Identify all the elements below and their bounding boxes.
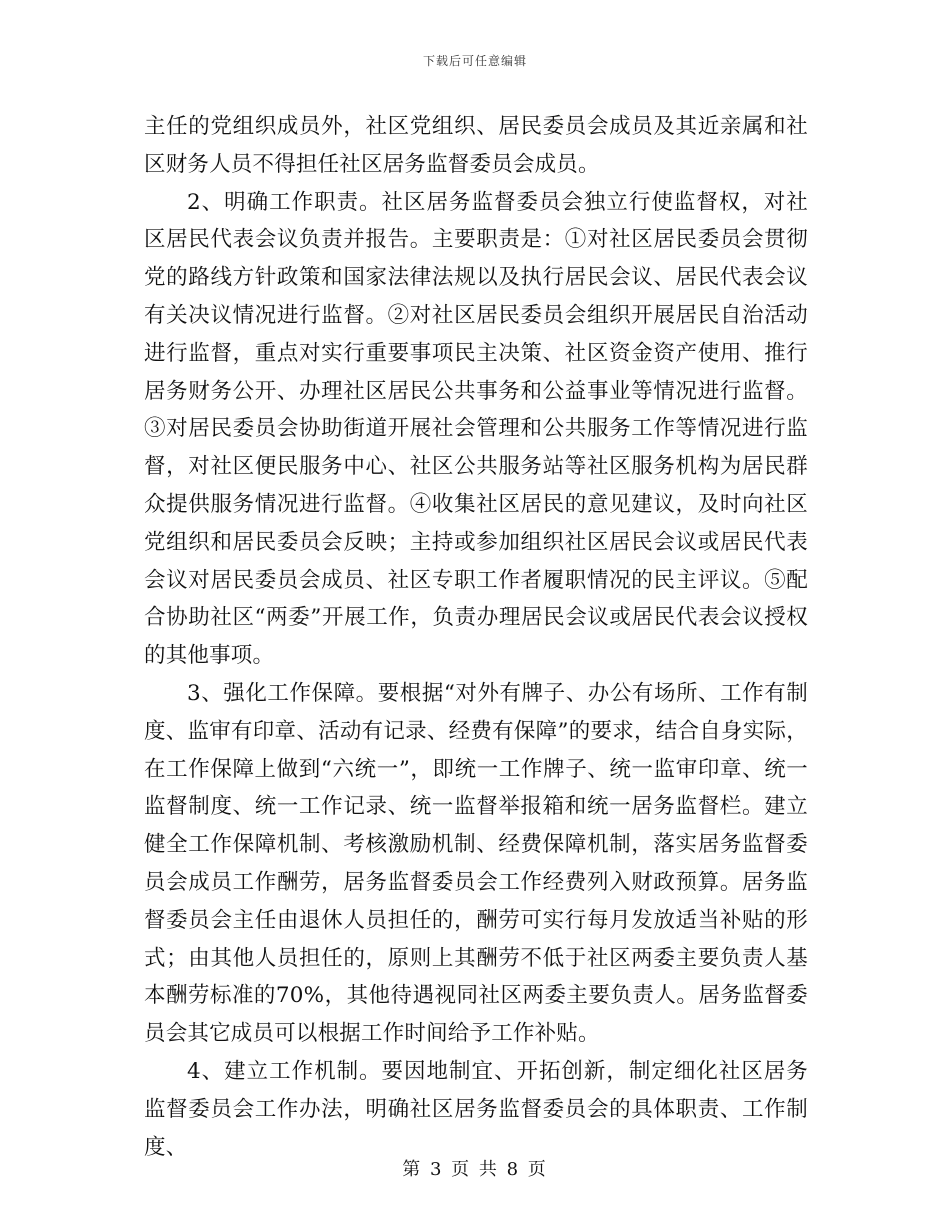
paragraph-work-duties: 2、明确工作职责。社区居务监督委员会独立行使监督权，对社区居民代表会议负责并报告。主要职责是：①对社区居民委员会贯彻党的路线方针政策和国家法律法规以及执行居民会议、居民代表会议有关决议情况进行监督。②对社区居民委员会组织开展居民自治活动进行监督，重点对实行重要事项民主决策、社区资金资产使用、推行居务财务公开、办理社区居民公共事务和公益事业等情况进行监督。③对居民委员会协助街道开展社会管理和公共服务工作等情况进行监督，对社区便民服务中心、社区公共服务站等社区服务机构为居民群众提供服务情况进行监督。④收集社区居民的意见建议，及时向社区党组织和居民委员会反映；主持或参加组织社区居民会议或居民代表会议对居民委员会成员、社区专职工作者履职情况的民主评议。⑤配合协助社区“两委”开展工作，负责办理居民会议或居民代表会议授权的其他事项。 — [144, 189, 808, 669]
document-body — [144, 108, 808, 1166]
paragraph-work-guarantee: 3、强化工作保障。要根据“对外有牌子、办公有场所、工作有制度、监审有印章、活动有记录、经费有保障”的要求，结合自身实际，在工作保障上做到“六统一”，即统一工作牌子、统一监审印章、统一监督制度、统一工作记录、统一监督举报箱和统一居务监督栏。建立健全工作保障机制、考核激励机制、经费保障机制，落实居务监督委员会成员工作酬劳，居务监督委员会工作经费列入财政预算。居务监督委员会主任由退休人员担任的，酬劳可实行每月发放适当补贴的形式；由其他人员担任的，原则上其酬劳不低于社区两委主要负责人基本酬劳标准的70%，其他待遇视同社区两委主要负责人。居务监督委员会其它成员可以根据工作时间给予工作补贴。 — [144, 680, 808, 1047]
page-number-footer: 第 3 页 共 8 页 — [402, 1159, 548, 1180]
page-header: 下载后可任意编辑 — [422, 54, 527, 68]
paragraph-continuation: 主任的党组织成员外，社区党组织、居民委员会成员及其近亲属和社区财务人员不得担任社区居务监督委员会成员。 — [144, 114, 808, 177]
paragraph-work-mechanism: 4、建立工作机制。要因地制宜、开拓创新，制定细化社区居务监督委员会工作办法，明确社区居务监督委员会的具体职责、工作制度、 — [144, 1058, 808, 1160]
